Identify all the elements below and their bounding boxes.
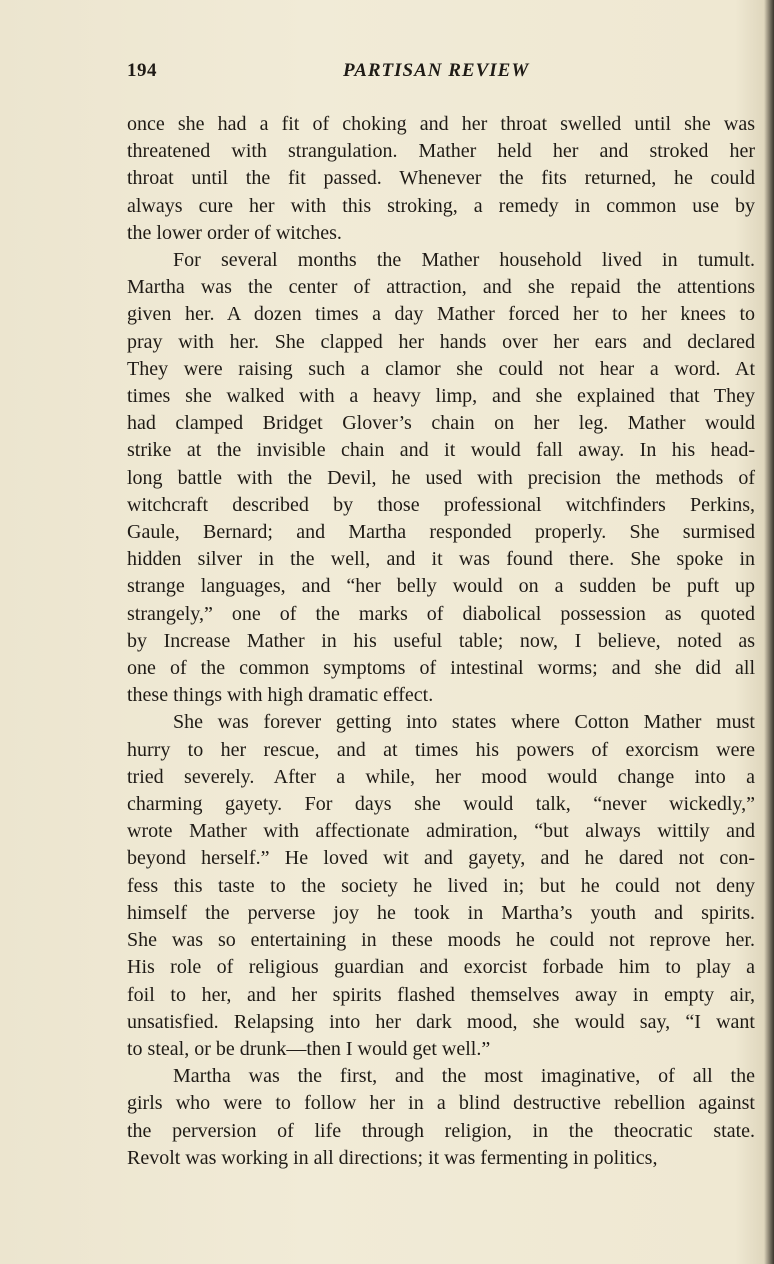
text-line: Martha was the first, and the most imaginative, of all the (173, 1065, 755, 1088)
text-line: beyond herself.” He loved wit and gayety, and he dared not con- (127, 847, 755, 870)
text-line: times she walked with a heavy limp, and she explained that They (127, 385, 755, 408)
text-line: to steal, or be drunk—then I would get well.” (127, 1037, 491, 1060)
text-line: girls who were to follow her in a blind destructive rebellion against (127, 1092, 755, 1115)
text-line: For several months the Mather household lived in tumult. (173, 249, 755, 272)
text-line: these things with high dramatic effect. (127, 684, 434, 707)
text-line: throat until the fit passed. Whenever the fits returned, he could (127, 167, 755, 190)
text-line: one of the common symptoms of intestinal worms; and she did all (127, 657, 755, 680)
text-line: pray with her. She clapped her hands over her ears and declared (127, 330, 755, 353)
text-line: hidden silver in the well, and it was found there. She spoke in (127, 548, 755, 571)
text-line: tried severely. After a while, her mood would change into a (127, 765, 755, 788)
text-line: always cure her with this stroking, a remedy in common use by (127, 194, 755, 217)
text-line: fess this taste to the society he lived in; but he could not deny (127, 874, 755, 897)
text-line: wrote Mather with affectionate admiration, “but always wittily and (127, 820, 755, 843)
body-text (127, 111, 755, 1172)
text-line: the lower order of witches. (127, 221, 342, 244)
text-line: once she had a fit of choking and her throat swelled until she was (127, 113, 755, 135)
text-line: Gaule, Bernard; and Martha responded properly. She surmised (127, 521, 755, 544)
text-line: foil to her, and her spirits flashed themselves away in empty air, (127, 983, 755, 1006)
text-line: charming gayety. For days she would talk, “never wickedly,” (127, 793, 755, 816)
running-head: PARTISAN REVIEW (343, 60, 530, 81)
text-line: hurry to her rescue, and at times his powers of exorcism were (127, 738, 755, 761)
text-line: the perversion of life through religion, in the theocratic state. (127, 1119, 755, 1142)
text-line: They were raising such a clamor she could not hear a word. At (127, 357, 755, 380)
text-line: strike at the invisible chain and it would fall away. In his head- (127, 439, 755, 462)
text-line: unsatisfied. Relapsing into her dark mood, she would say, “I want (127, 1010, 755, 1033)
paragraph (127, 1063, 755, 1172)
text-line: long battle with the Devil, he used with precision the methods of (127, 466, 755, 489)
page-number: 194 (127, 60, 157, 81)
paragraph (127, 111, 755, 247)
page-header (127, 60, 755, 90)
text-line: strange languages, and “her belly would on a sudden be puft up (127, 575, 755, 598)
paragraph (127, 247, 755, 709)
text-line: She was so entertaining in these moods he could not reprove her. (127, 929, 755, 952)
text-line: His role of religious guardian and exorcist forbade him to play a (127, 956, 755, 979)
paragraph (127, 709, 755, 1063)
text-line: given her. A dozen times a day Mather forced her to her knees to (127, 303, 755, 326)
text-line: by Increase Mather in his useful table; now, I believe, noted as (127, 629, 755, 652)
text-line: had clamped Bridget Glover’s chain on her leg. Mather would (127, 412, 755, 435)
text-line: strangely,” one of the marks of diabolical possession as quoted (127, 602, 755, 625)
text-line: Revolt was working in all directions; it was fermenting in politics, (127, 1146, 658, 1169)
text-line: himself the perverse joy he took in Martha’s youth and spirits. (127, 901, 755, 924)
text-line: threatened with strangulation. Mather held her and stroked her (127, 140, 755, 163)
text-line: Martha was the center of attraction, and she repaid the attentions (127, 276, 755, 299)
page-edge-shadow (764, 0, 774, 1264)
text-line: witchcraft described by those professional witchfinders Perkins, (127, 493, 755, 516)
text-line: She was forever getting into states where Cotton Mather must (173, 711, 755, 734)
